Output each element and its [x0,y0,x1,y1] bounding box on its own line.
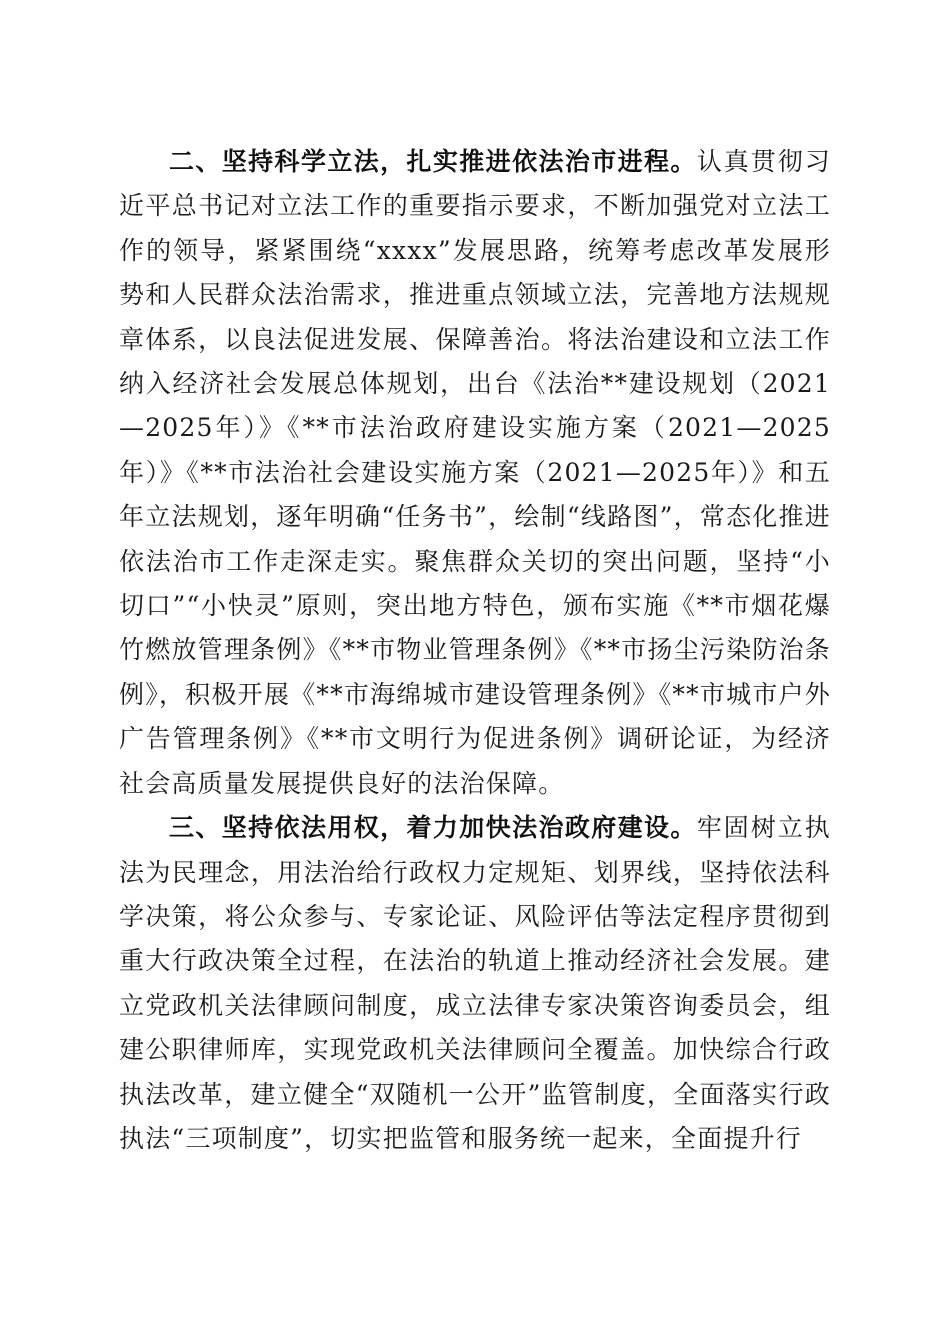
paragraph-government [119,806,831,1161]
paragraph-legislation [119,140,831,806]
paragraph-text-legislation: 认真贯彻习近平总书记对立法工作的重要指示要求，不断加强党对立法工作的领导，紧紧围绕“xxxx”发展思路，统筹考虑改革发展形势和人民群众法治需求，推进重点领域立法，完善地方法规规章体系，以良法促进发展、保障善治。将法治建设和立法工作纳入经济社会发展总体规划，出台《法治**建设规划（2021—2025年）》《**市法治政府建设实施方案（2021—2025年）》《**市法治社会建设实施方案（2021—2025年）》和五年立法规划，逐年明确“任务书”，绘制“线路图”，常态化推进依法治市工作走深走实。聚焦群众关切的突出问题，坚持“小切口”“小快灵”原则，突出地方特色，颁布实施《**市烟花爆竹燃放管理条例》《**市物业管理条例》《**市扬尘污染防治条例》，积极开展《**市海绵城市建设管理条例》《**市城市户外广告管理条例》《**市文明行为促进条例》调研论证，为经济社会高质量发展提供良好的法治保障。 [119,147,831,798]
document-body [119,140,831,1161]
section-heading-government: 三、坚持依法用权，着力加快法治政府建设。 [169,813,697,843]
paragraph-text-government: 牢固树立执法为民理念，用法治给行政权力定规矩、划界线，坚持依法科学决策，将公众参与、专家论证、风险评估等法定程序贯彻到重大行政决策全过程，在法治的轨道上推动经济社会发展。建立党政机关法律顾问制度，成立法律专家决策咨询委员会，组建公职律师库，实现党政机关法律顾问全覆盖。加快综合行政执法改革，建立健全“双随机一公开”监管制度，全面落实行政执法“三项制度”，切实把监管和服务统一起来，全面提升行 [119,813,831,1153]
section-heading-legislation: 二、坚持科学立法，扎实推进依法治市进程。 [169,147,697,176]
